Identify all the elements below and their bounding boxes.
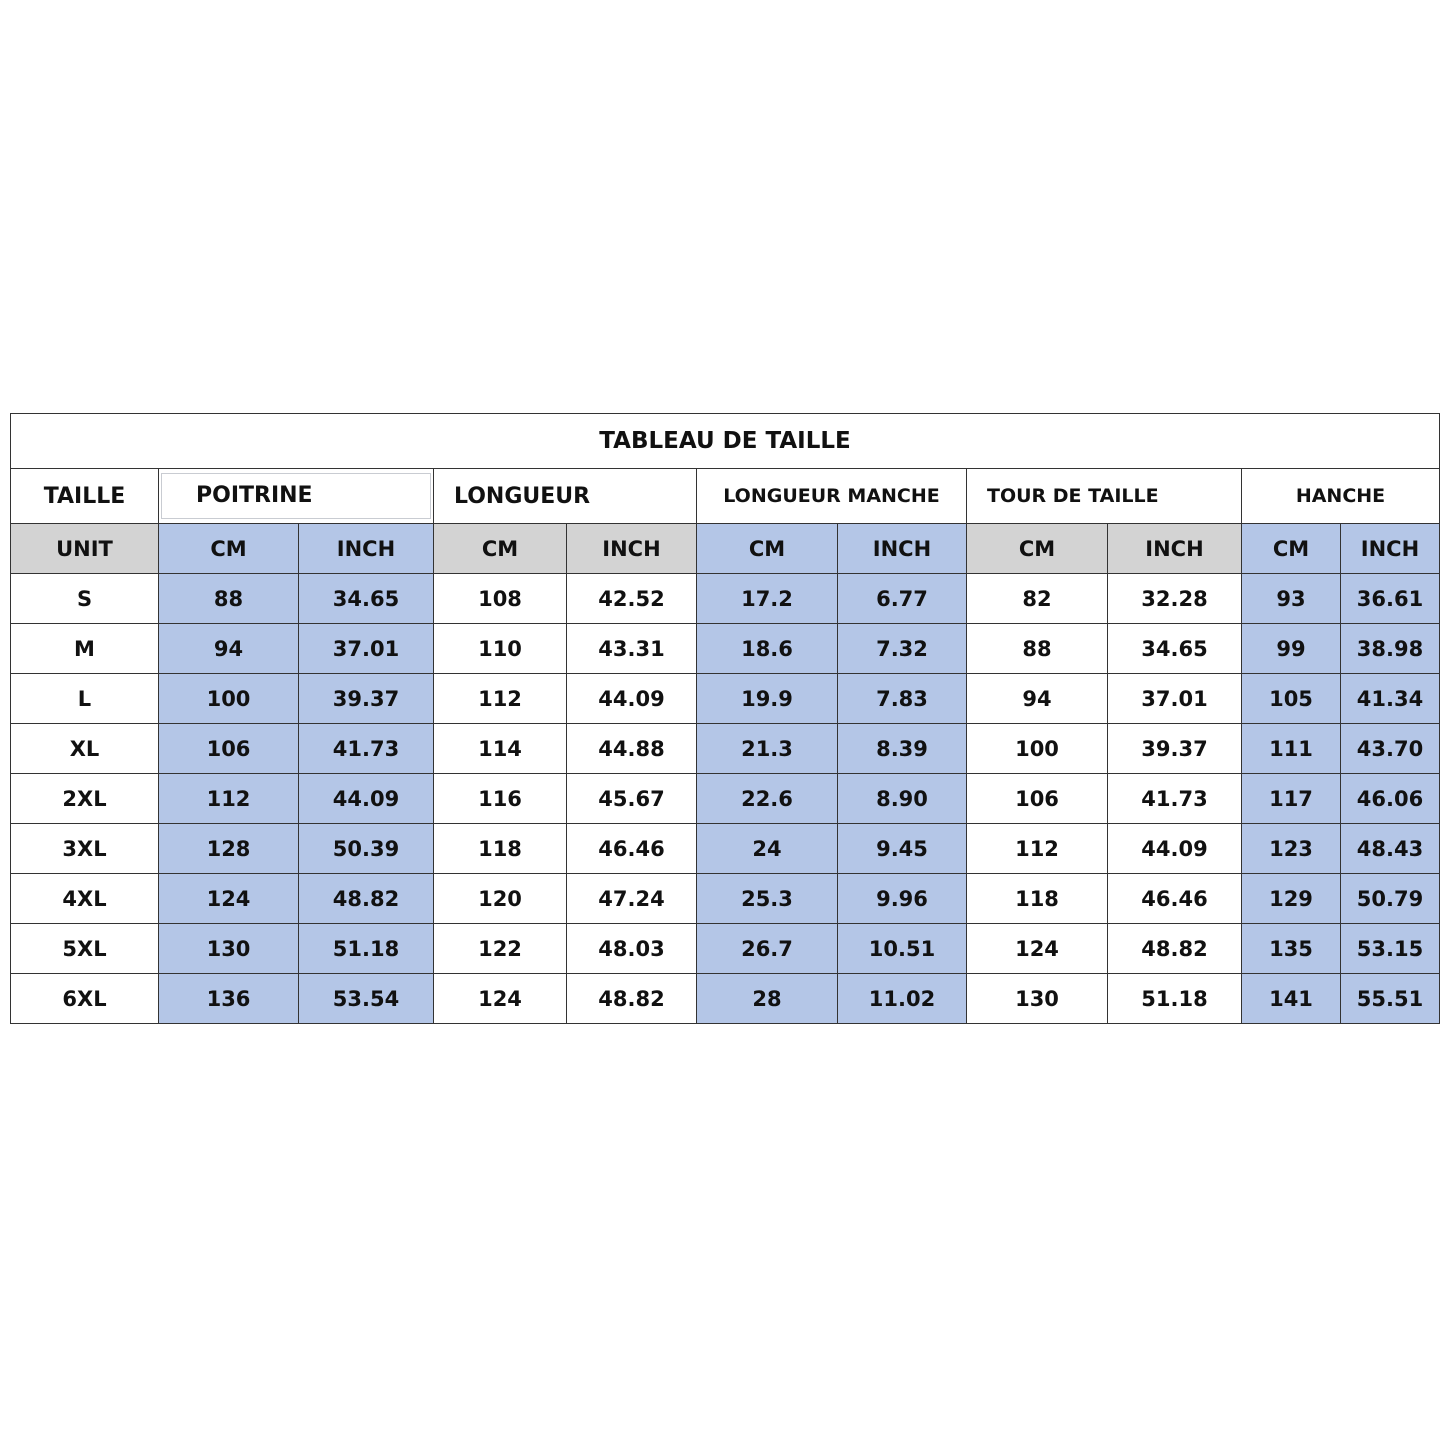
table-row xyxy=(11,924,1440,974)
unit-cm-longueur-manche: CM xyxy=(697,524,838,574)
value-cell: 136 xyxy=(159,974,299,1024)
value-cell: 8.39 xyxy=(838,724,967,774)
group-header-tour-de-taille: TOUR DE TAILLE xyxy=(967,469,1242,524)
table-row xyxy=(11,874,1440,924)
group-header-longueur-manche: LONGUEUR MANCHE xyxy=(697,469,967,524)
size-header: TAILLE xyxy=(11,469,159,524)
value-cell: 105 xyxy=(1242,674,1341,724)
table-row xyxy=(11,824,1440,874)
size-cell: M xyxy=(11,624,159,674)
value-cell: 34.65 xyxy=(1108,624,1242,674)
value-cell: 18.6 xyxy=(697,624,838,674)
value-cell: 108 xyxy=(434,574,567,624)
value-cell: 93 xyxy=(1242,574,1341,624)
value-cell: 39.37 xyxy=(1108,724,1242,774)
value-cell: 129 xyxy=(1242,874,1341,924)
value-cell: 44.09 xyxy=(567,674,697,724)
size-table xyxy=(10,413,1440,1024)
value-cell: 123 xyxy=(1242,824,1341,874)
value-cell: 41.73 xyxy=(1108,774,1242,824)
value-cell: 116 xyxy=(434,774,567,824)
value-cell: 9.45 xyxy=(838,824,967,874)
value-cell: 100 xyxy=(159,674,299,724)
value-cell: 124 xyxy=(159,874,299,924)
value-cell: 118 xyxy=(434,824,567,874)
value-cell: 42.52 xyxy=(567,574,697,624)
value-cell: 7.83 xyxy=(838,674,967,724)
value-cell: 26.7 xyxy=(697,924,838,974)
value-cell: 130 xyxy=(967,974,1108,1024)
value-cell: 24 xyxy=(697,824,838,874)
value-cell: 50.79 xyxy=(1341,874,1440,924)
unit-label: UNIT xyxy=(11,524,159,574)
size-cell: 4XL xyxy=(11,874,159,924)
table-row xyxy=(11,974,1440,1024)
value-cell: 44.09 xyxy=(299,774,434,824)
value-cell: 100 xyxy=(967,724,1108,774)
unit-inch-longueur: INCH xyxy=(567,524,697,574)
table-title: TABLEAU DE TAILLE xyxy=(11,414,1440,469)
value-cell: 53.15 xyxy=(1341,924,1440,974)
value-cell: 124 xyxy=(967,924,1108,974)
value-cell: 34.65 xyxy=(299,574,434,624)
value-cell: 114 xyxy=(434,724,567,774)
unit-cm-poitrine: CM xyxy=(159,524,299,574)
value-cell: 9.96 xyxy=(838,874,967,924)
group-header-row xyxy=(11,469,1440,524)
value-cell: 112 xyxy=(159,774,299,824)
value-cell: 53.54 xyxy=(299,974,434,1024)
value-cell: 6.77 xyxy=(838,574,967,624)
unit-inch-hanche: INCH xyxy=(1341,524,1440,574)
value-cell: 106 xyxy=(967,774,1108,824)
value-cell: 118 xyxy=(967,874,1108,924)
value-cell: 88 xyxy=(159,574,299,624)
value-cell: 82 xyxy=(967,574,1108,624)
unit-inch-poitrine: INCH xyxy=(299,524,434,574)
value-cell: 43.31 xyxy=(567,624,697,674)
value-cell: 55.51 xyxy=(1341,974,1440,1024)
value-cell: 94 xyxy=(967,674,1108,724)
value-cell: 48.82 xyxy=(1108,924,1242,974)
value-cell: 39.37 xyxy=(299,674,434,724)
value-cell: 50.39 xyxy=(299,824,434,874)
value-cell: 44.88 xyxy=(567,724,697,774)
unit-cm-tour-de-taille: CM xyxy=(967,524,1108,574)
value-cell: 117 xyxy=(1242,774,1341,824)
group-label-poitrine: POITRINE xyxy=(161,473,431,519)
title-row xyxy=(11,414,1440,469)
table-row xyxy=(11,624,1440,674)
value-cell: 106 xyxy=(159,724,299,774)
unit-row xyxy=(11,524,1440,574)
value-cell: 130 xyxy=(159,924,299,974)
value-cell: 46.06 xyxy=(1341,774,1440,824)
value-cell: 48.03 xyxy=(567,924,697,974)
value-cell: 11.02 xyxy=(838,974,967,1024)
value-cell: 135 xyxy=(1242,924,1341,974)
value-cell: 141 xyxy=(1242,974,1341,1024)
size-cell: 6XL xyxy=(11,974,159,1024)
value-cell: 51.18 xyxy=(1108,974,1242,1024)
value-cell: 22.6 xyxy=(697,774,838,824)
value-cell: 112 xyxy=(967,824,1108,874)
value-cell: 37.01 xyxy=(299,624,434,674)
value-cell: 7.32 xyxy=(838,624,967,674)
group-header-longueur: LONGUEUR xyxy=(434,469,697,524)
value-cell: 36.61 xyxy=(1341,574,1440,624)
value-cell: 48.43 xyxy=(1341,824,1440,874)
value-cell: 17.2 xyxy=(697,574,838,624)
table-row xyxy=(11,574,1440,624)
size-cell: S xyxy=(11,574,159,624)
size-cell: 5XL xyxy=(11,924,159,974)
size-cell: XL xyxy=(11,724,159,774)
group-header-poitrine xyxy=(159,469,434,524)
value-cell: 43.70 xyxy=(1341,724,1440,774)
value-cell: 10.51 xyxy=(838,924,967,974)
value-cell: 21.3 xyxy=(697,724,838,774)
value-cell: 46.46 xyxy=(1108,874,1242,924)
value-cell: 41.34 xyxy=(1341,674,1440,724)
value-cell: 94 xyxy=(159,624,299,674)
value-cell: 88 xyxy=(967,624,1108,674)
value-cell: 44.09 xyxy=(1108,824,1242,874)
value-cell: 111 xyxy=(1242,724,1341,774)
table-row xyxy=(11,724,1440,774)
value-cell: 28 xyxy=(697,974,838,1024)
size-cell: L xyxy=(11,674,159,724)
value-cell: 19.9 xyxy=(697,674,838,724)
value-cell: 51.18 xyxy=(299,924,434,974)
value-cell: 124 xyxy=(434,974,567,1024)
value-cell: 46.46 xyxy=(567,824,697,874)
value-cell: 122 xyxy=(434,924,567,974)
value-cell: 99 xyxy=(1242,624,1341,674)
value-cell: 120 xyxy=(434,874,567,924)
value-cell: 37.01 xyxy=(1108,674,1242,724)
value-cell: 41.73 xyxy=(299,724,434,774)
value-cell: 110 xyxy=(434,624,567,674)
group-header-hanche: HANCHE xyxy=(1242,469,1440,524)
value-cell: 32.28 xyxy=(1108,574,1242,624)
table-row xyxy=(11,774,1440,824)
value-cell: 112 xyxy=(434,674,567,724)
value-cell: 48.82 xyxy=(299,874,434,924)
unit-cm-longueur: CM xyxy=(434,524,567,574)
value-cell: 8.90 xyxy=(838,774,967,824)
value-cell: 45.67 xyxy=(567,774,697,824)
size-cell: 3XL xyxy=(11,824,159,874)
size-chart xyxy=(10,413,1439,1024)
unit-inch-tour-de-taille: INCH xyxy=(1108,524,1242,574)
table-row xyxy=(11,674,1440,724)
unit-cm-hanche: CM xyxy=(1242,524,1341,574)
value-cell: 128 xyxy=(159,824,299,874)
value-cell: 25.3 xyxy=(697,874,838,924)
value-cell: 47.24 xyxy=(567,874,697,924)
size-cell: 2XL xyxy=(11,774,159,824)
unit-inch-longueur-manche: INCH xyxy=(838,524,967,574)
value-cell: 48.82 xyxy=(567,974,697,1024)
value-cell: 38.98 xyxy=(1341,624,1440,674)
